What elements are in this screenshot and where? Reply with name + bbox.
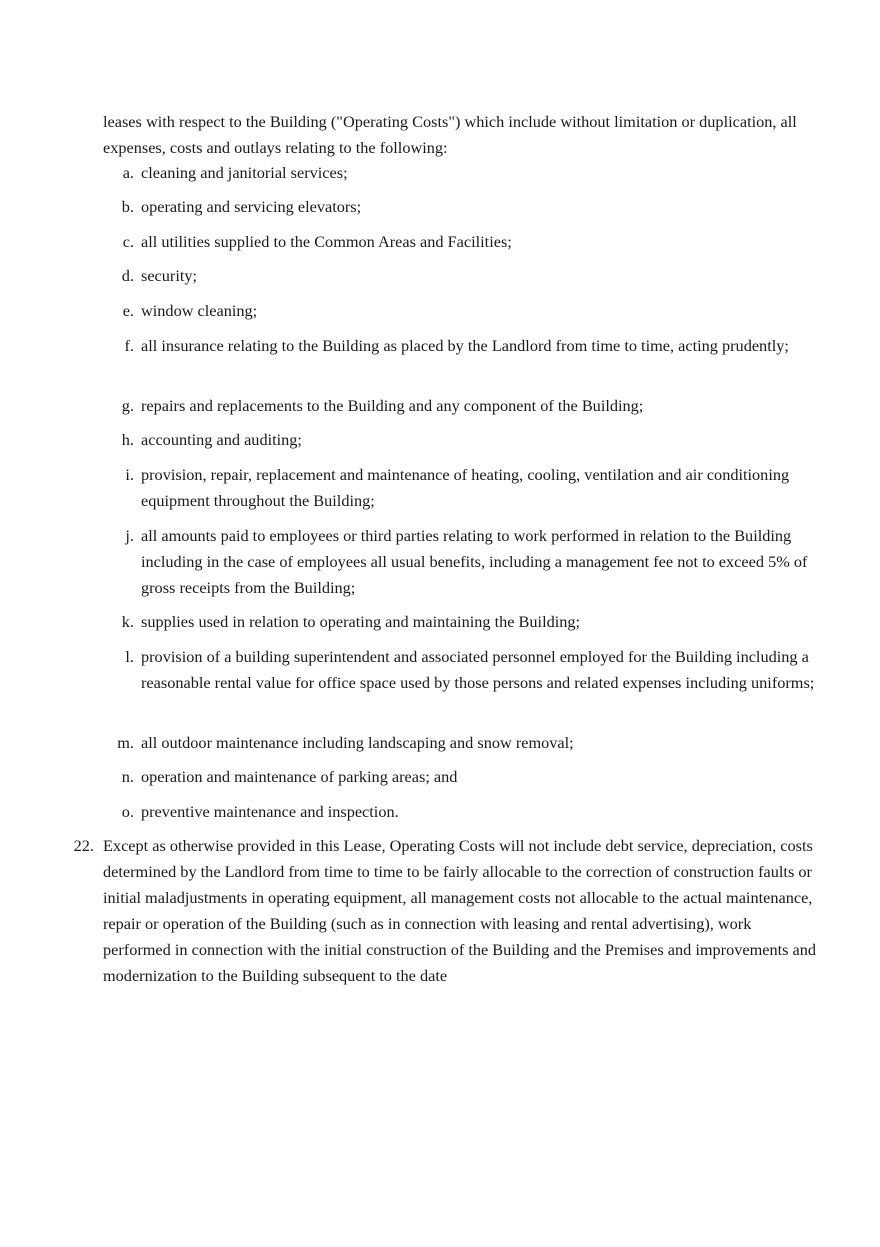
list-marker: b. <box>121 197 134 216</box>
list-marker: i. <box>125 465 134 484</box>
list-marker: l. <box>125 647 134 666</box>
list-item-text: operating and servicing elevators; <box>141 197 362 216</box>
list-item-text: all insurance relating to the Building as placed by the Landlord from time to time, acting prudently; <box>141 336 789 355</box>
list-item-text: provision, repair, replacement and maintenance of heating, cooling, ventilation and air conditioning equipment throughout the Building; <box>141 465 790 510</box>
list-marker: k. <box>121 612 134 631</box>
list-marker: n. <box>121 767 134 786</box>
paragraph-number: 22. <box>73 836 94 855</box>
list-item-text: cleaning and janitorial services; <box>141 163 348 182</box>
list-marker: f. <box>124 336 134 355</box>
list-item-text: repairs and replacements to the Building and any component of the Building; <box>141 396 644 415</box>
list-marker: m. <box>117 733 134 752</box>
list-item-text: all outdoor maintenance including landscaping and snow removal; <box>141 733 574 752</box>
list-item-text: supplies used in relation to operating and maintaining the Building; <box>141 612 581 631</box>
list-item-text: security; <box>141 266 198 285</box>
list-item-text: all amounts paid to employees or third parties relating to work performed in relation to the Building including in the case of employees all usual benefits, including a management fee not to exceed 5% of gross receipts from the Building; <box>141 526 808 597</box>
list-marker: o. <box>121 802 134 821</box>
list-item-text: provision of a building superintendent and associated personnel employed for the Building including a reasonable rental value for office space used by those persons and related expenses including uniforms; <box>141 647 815 692</box>
list-item-text: operation and maintenance of parking areas; and <box>141 767 458 786</box>
list-marker: g. <box>121 396 134 415</box>
list-marker: e. <box>122 301 134 320</box>
paragraph-text: Except as otherwise provided in this Lease, Operating Costs will not include debt service, depreciation, costs determined by the Landlord from time to time to be fairly allocable to the correction of construction faults or initial maladjustments in operating equipment, all management costs not allocable to the actual maintenance, repair or operation of the Building (such as in connection with leasing and rental advertising), work performed in connection with the initial construction of the Building and the Premises and improvements and modernization to the Building subsequent to the date <box>103 836 817 985</box>
list-marker: d. <box>121 266 134 285</box>
intro-paragraph: leases with respect to the Building ("Operating Costs") which include without limitation or duplication, all expenses, costs and outlays relating to the following: <box>103 112 797 157</box>
list-marker: h. <box>121 430 134 449</box>
list-item-text: window cleaning; <box>141 301 258 320</box>
list-item-text: preventive maintenance and inspection. <box>141 802 399 821</box>
list-marker: a. <box>122 163 134 182</box>
list-item-text: all utilities supplied to the Common Areas and Facilities; <box>141 232 512 251</box>
list-marker: j. <box>125 526 134 545</box>
list-item-text: accounting and auditing; <box>141 430 302 449</box>
list-marker: c. <box>122 232 134 251</box>
